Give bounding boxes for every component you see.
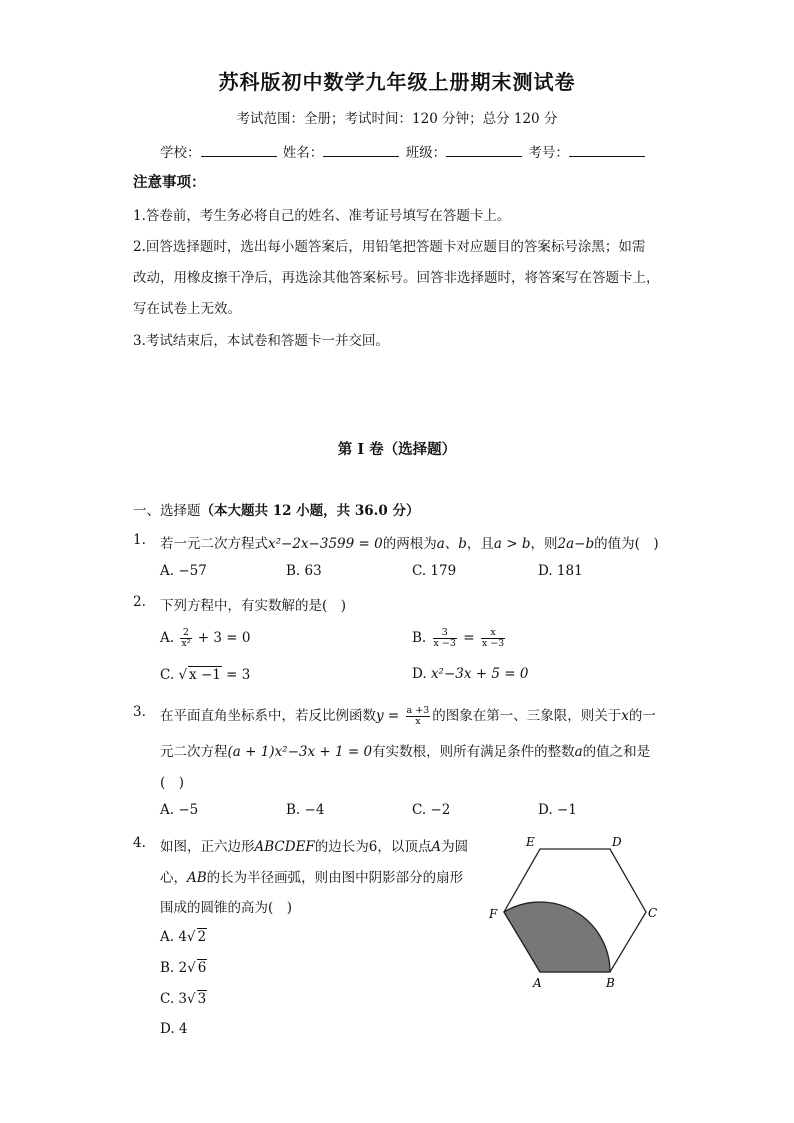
notice-item-3: 3.考试结束后，本试卷和答题卡一并交回。 xyxy=(133,333,389,349)
q3-option-d: D. −1 xyxy=(538,802,577,818)
q1-roots: a、b xyxy=(436,536,467,552)
fraction-numerator: 3 xyxy=(433,628,457,639)
name-blank xyxy=(323,144,399,157)
q2-option-a xyxy=(160,628,250,649)
q4-text-d: 心， xyxy=(160,870,187,886)
q3-text-d: 元二次方程 xyxy=(160,744,228,760)
q4-option-a-radicand: 2 xyxy=(197,929,207,945)
notice-item-2-line-2: 改动，用橡皮擦干净后，再选涂其他答案标号。回答非选择题时，将答案写在答题卡上， xyxy=(133,270,660,286)
q4-text-e: 的长为半径画弧，则由图中阴影部分的扇形 xyxy=(206,870,464,886)
q4-text-a: 如图，正六边形 xyxy=(160,839,255,855)
label-d: D xyxy=(612,835,622,849)
fraction-denominator: x −3 xyxy=(433,638,456,649)
q2-option-a-rest: + 3 = 0 xyxy=(193,630,251,646)
sqrt-symbol: √ xyxy=(186,929,196,945)
fraction-numerator: x xyxy=(481,628,505,639)
q1-text-c: ，且 xyxy=(466,536,494,552)
q3-option-b: B. −4 xyxy=(286,802,325,818)
q3-text-a: 在平面直角坐标系中，若反比例函数 xyxy=(160,708,376,724)
q4-vertex-a: A xyxy=(431,839,442,855)
school-blank xyxy=(201,144,277,157)
q4-hexagon-name: ABCDEF xyxy=(254,839,315,855)
fraction-denominator: x² xyxy=(181,638,191,649)
sqrt-symbol: √ xyxy=(187,960,196,976)
q2-option-b-fraction-left xyxy=(433,628,457,649)
q1-text-d: ，则 xyxy=(530,536,558,552)
q4-option-b xyxy=(160,959,207,976)
q1-stem xyxy=(160,532,659,552)
q3-text-f: 的值之和是 xyxy=(582,744,651,760)
fraction-numerator: a +3 xyxy=(406,705,430,716)
label-f: F xyxy=(489,907,498,921)
q1-number: 1. xyxy=(133,532,146,548)
id-label: 考号： xyxy=(528,145,569,161)
q1-option-d: D. 181 xyxy=(538,563,583,579)
q3-text-e: 有实数根，则所有满足条件的整数 xyxy=(372,744,575,760)
q3-option-c: C. −2 xyxy=(412,802,451,818)
q3-stem-line-1 xyxy=(160,704,656,727)
q2-option-b-label: B. xyxy=(412,630,427,646)
q3-number: 3. xyxy=(133,704,146,720)
name-label: 姓名： xyxy=(282,145,324,161)
label-b: B xyxy=(606,976,615,990)
q2-option-d xyxy=(412,666,528,682)
sqrt-symbol: √ xyxy=(187,991,196,1007)
q2-option-c-rest: = 3 xyxy=(221,667,251,683)
q4-text-b: 的边长为6，以顶点 xyxy=(314,839,432,855)
q4-option-a-label: A. 4 xyxy=(160,929,187,945)
q2-option-d-expr: x²−3x + 5 = 0 xyxy=(430,666,529,682)
q3-stem-line-3: ( ) xyxy=(160,775,185,791)
label-a: A xyxy=(533,976,542,990)
fraction-numerator: 2 xyxy=(180,628,191,639)
q1-equation: x²−2x−3599 = 0 xyxy=(268,536,383,552)
q2-option-b-fraction-right xyxy=(481,628,505,649)
q2-option-c-radicand: x −1 xyxy=(189,667,221,683)
exam-subtitle: 考试范围：全册；考试时间：120 分钟；总分 120 分 xyxy=(236,111,558,127)
q3-a: a xyxy=(574,744,583,760)
student-info-line xyxy=(160,141,647,161)
sqrt-symbol: √ xyxy=(178,667,188,683)
hexagon-figure xyxy=(484,832,664,992)
id-blank xyxy=(569,144,645,157)
part-info: （本大题共 12 小题，共 36.0 分） xyxy=(200,503,420,519)
q1-option-c: C. 179 xyxy=(412,563,457,579)
q3-option-a: A. −5 xyxy=(160,802,199,818)
q2-option-d-label: D. xyxy=(412,666,427,682)
q1-text-e: 的值为( ) xyxy=(594,536,659,552)
fraction-denominator: x xyxy=(415,716,421,727)
section-title: 第 I 卷（选择题） xyxy=(337,441,457,458)
page-title: 苏科版初中数学九年级上册期末测试卷 xyxy=(218,70,576,94)
q1-option-a: A. −57 xyxy=(160,563,207,579)
q4-number: 4. xyxy=(133,835,146,851)
notice-item-2-line-3: 写在试卷上无效。 xyxy=(133,301,241,317)
q3-text-c: 的一 xyxy=(628,708,656,724)
q2-option-c-label: C. xyxy=(160,667,175,683)
part-heading xyxy=(133,499,419,519)
class-blank xyxy=(446,144,522,157)
q2-option-b xyxy=(412,628,507,649)
q3-stem-line-2 xyxy=(160,740,650,760)
class-label: 班级： xyxy=(405,145,447,161)
notice-heading: 注意事项： xyxy=(133,175,206,191)
notice-item-2-line-1: 2.回答选择题时，选出每小题答案后，用铅笔把答题卡对应题目的答案标号涂黑；如需 xyxy=(133,239,646,255)
q2-stem: 下列方程中，有实数解的是( ) xyxy=(160,598,347,614)
q2-number: 2. xyxy=(133,594,146,610)
notice-item-1: 1.答卷前，考生务必将自己的姓名、准考证号填写在答题卡上。 xyxy=(133,208,511,224)
q4-stem-line-2 xyxy=(160,866,463,886)
q4-option-b-label: B. 2 xyxy=(160,960,188,976)
part-prefix: 一、选择题 xyxy=(133,503,201,519)
q4-option-d: D. 4 xyxy=(160,1021,188,1037)
school-label: 学校： xyxy=(160,145,201,161)
q3-text-b: 的图象在第一、三象限，则关于 xyxy=(432,708,622,724)
q1-target: 2a−b xyxy=(557,536,595,552)
label-e: E xyxy=(526,835,535,849)
q4-stem-line-3: 围成的圆锥的高为( ) xyxy=(160,900,293,916)
q4-option-b-radicand: 6 xyxy=(197,960,207,976)
q4-text-c: 为圆 xyxy=(441,839,469,855)
label-c: C xyxy=(648,906,658,920)
q4-option-a xyxy=(160,928,207,945)
q3-fraction xyxy=(406,706,431,727)
q1-condition: a > b xyxy=(493,536,531,552)
q4-segment-ab: AB xyxy=(187,870,207,886)
q1-text-b: 的两根为 xyxy=(382,536,437,552)
q2-option-a-fraction xyxy=(180,628,191,649)
q4-option-c-radicand: 3 xyxy=(197,991,207,1007)
fraction-denominator: x −3 xyxy=(481,638,505,649)
q1-text-a: 若一元二次方程式 xyxy=(160,536,268,552)
q2-option-c xyxy=(160,666,250,683)
q4-stem-line-1 xyxy=(160,835,468,855)
q1-option-b: B. 63 xyxy=(286,563,322,579)
q4-option-c xyxy=(160,990,207,1007)
q3-equation: (a + 1)x²−3x + 1 = 0 xyxy=(227,744,373,760)
q2-option-b-equals: = xyxy=(458,630,479,646)
q2-option-a-label: A. xyxy=(160,630,175,646)
q3-x: x xyxy=(621,708,629,724)
shaded-sector xyxy=(504,902,610,972)
q3-y: y = xyxy=(376,708,404,724)
q4-option-c-label: C. 3 xyxy=(160,991,188,1007)
